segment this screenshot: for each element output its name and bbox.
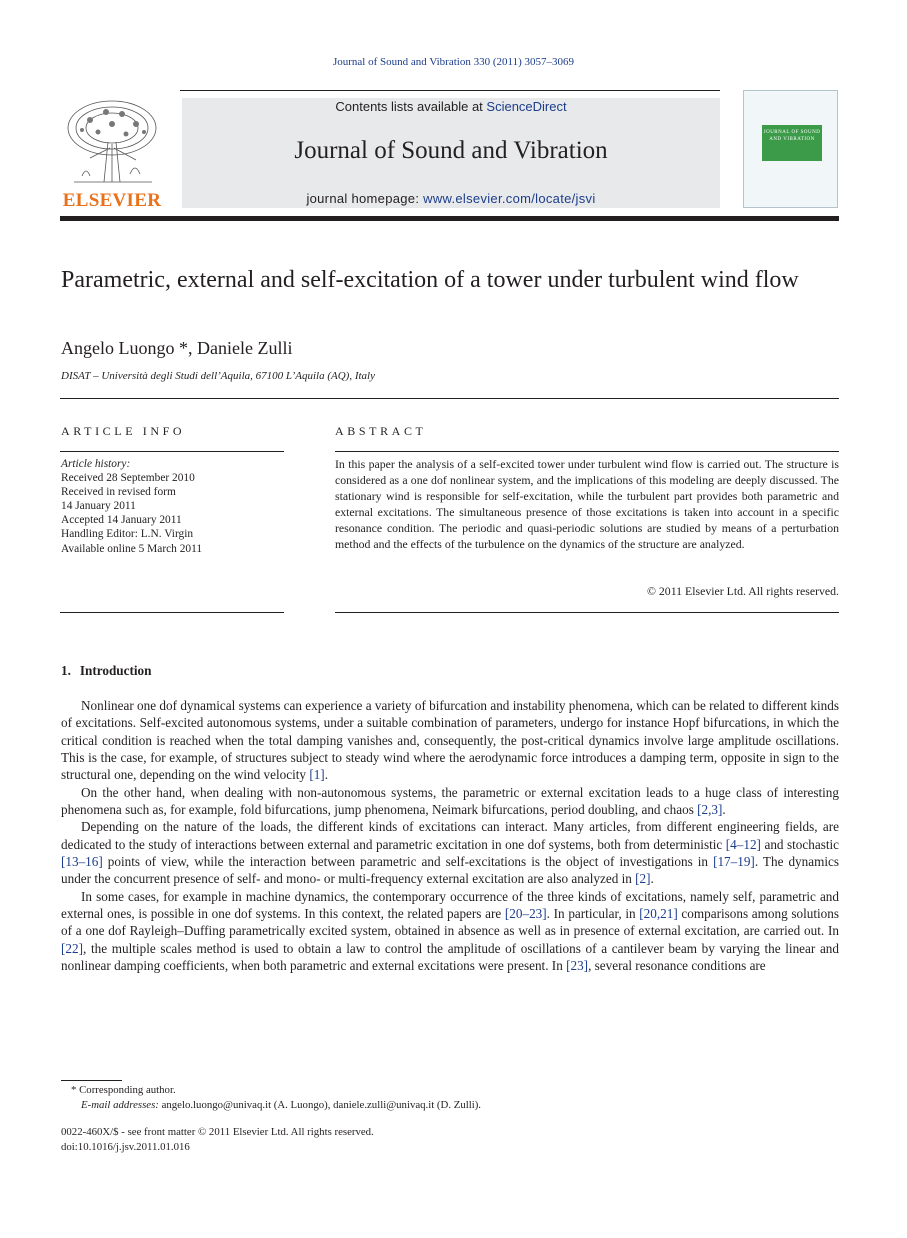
paragraph-text: Depending on the nature of the loads, the different kinds of excitations can interact. Many articles, from different engineering fields, are dedicated to the study of interactions between external and parametric excitation in one dof systems, both from deterministic	[61, 819, 839, 852]
paragraph-text: Nonlinear one dof dynamical systems can experience a variety of bifurcation and instability phenomena, which can be related to different kinds of excitations. Self-excited autonomous systems, under a suitable combination of parameters, undergo for instance Hopf bifurcations, in which the critical condition is reached when the total damping vanishes and, consequently, the post-critical dynamics involve large amplitude oscillations. This is the case, for example, of structures subject to steady wind where the aerodynamic force introduces a damping term, opposite in sign to the structural one, depending on the wind velocity	[61, 698, 839, 783]
citation-link[interactable]: [17–19]	[713, 854, 755, 870]
header-rule	[180, 90, 720, 91]
sciencedirect-link[interactable]: ScienceDirect	[486, 99, 567, 114]
cover-title: JOURNAL OF SOUND AND VIBRATION	[763, 130, 821, 142]
history-entry: Received 28 September 2010	[61, 472, 195, 485]
paragraph-text: On the other hand, when dealing with non-autonomous systems, the parametric or external excitation leads to a huge class of interesting phenomena such as, for example, fold bifurcations, jump phenomena, Neimark bifurcations, period doubling, and chaos	[61, 784, 839, 818]
history-entry: 14 January 2011	[61, 500, 136, 513]
paragraph-text: comparisons among solutions of a one dof Rayleigh–Duffing parametrically excited system, obtained in absence as well as in presence of external excitation, are carried out. In	[61, 906, 839, 939]
title-rule	[60, 398, 839, 399]
section-title: Introduction	[79, 663, 152, 678]
history-entry: Available online 5 March 2011	[61, 542, 203, 555]
paragraph-text: In some cases, for example in machine dynamics, the contemporary occurrence of the three kinds of excitations, namely self, parametric and external ones, is possible in one dof systems. In this context, the related papers are	[61, 888, 839, 922]
citation-link[interactable]: [20,21]	[639, 906, 678, 922]
front-matter-note: 0022-460X/$ - see front matter © 2011 Elsevier Ltd. All rights reserved.	[61, 1126, 374, 1138]
paragraph-text: . The dynamics under the concurrent presence of self- and mono- or multi-frequency external excitation are also analyzed in	[61, 854, 840, 887]
corresponding-author-note: * Corresponding author.	[71, 1084, 176, 1096]
section-number: 1.	[61, 663, 71, 678]
contents-prefix: Contents lists available at	[335, 99, 487, 114]
footnote-rule	[61, 1080, 122, 1081]
journal-citation[interactable]: Journal of Sound and Vibration 330 (2011) 3057–3069	[332, 56, 574, 68]
journal-cover-thumbnail[interactable]	[743, 90, 838, 208]
article-title: Parametric, external and self-excitation of a tower under turbulent wind flow	[61, 267, 799, 293]
history-label: Article history:	[61, 458, 131, 470]
header-thick-rule	[60, 216, 839, 221]
homepage-line	[182, 191, 720, 206]
abstract-copyright: © 2011 Elsevier Ltd. All rights reserved.	[647, 584, 839, 598]
article-info-bottom-rule	[60, 612, 284, 613]
contents-line	[182, 99, 720, 114]
journal-homepage-link[interactable]: www.elsevier.com/locate/jsvi	[423, 191, 596, 206]
paragraph-text: .	[324, 767, 328, 783]
cover-title-box	[762, 125, 822, 161]
citation-link[interactable]: [23]	[566, 958, 589, 974]
author-affiliation: DISAT – Università degli Studi dell’Aquila, 67100 L’Aquila (AQ), Italy	[61, 370, 375, 382]
history-entry: Received in revised form	[61, 486, 176, 499]
paragraph	[61, 818, 839, 887]
history-entry: Accepted 14 January 2011	[61, 514, 182, 527]
article-info-top-rule	[60, 451, 284, 452]
journal-title: Journal of Sound and Vibration	[294, 137, 608, 164]
history-entry: Handling Editor: L.N. Virgin	[61, 528, 194, 541]
paragraph-text: , the multiple scales method is used to obtain a law to control the amplitude of oscillations of a cantilever beam by varying the linear and nonlinear damping coefficients, when both parametric and external excitations were present. In	[61, 940, 839, 974]
paragraph	[61, 888, 839, 975]
email-label: E-mail addresses:	[81, 1099, 159, 1111]
citation-link[interactable]: [13–16]	[61, 854, 103, 870]
paragraph-text: and stochastic	[760, 836, 840, 852]
email-addresses	[81, 1099, 481, 1111]
paragraph-text: .	[722, 802, 726, 818]
abstract-top-rule	[335, 451, 839, 452]
doi[interactable]: doi:10.1016/j.jsv.2011.01.016	[61, 1141, 190, 1153]
citation-link[interactable]: [20–23]	[504, 906, 547, 922]
author-list: Angelo Luongo *, Daniele Zulli	[61, 338, 293, 358]
homepage-prefix: journal homepage:	[306, 191, 424, 206]
citation-link[interactable]: [1]	[309, 767, 325, 783]
citation-link[interactable]: [4–12]	[725, 836, 761, 852]
paragraph-text: , several resonance conditions are	[588, 958, 766, 974]
email-list[interactable]: angelo.luongo@univaq.it (A. Luongo), daniele.zulli@univaq.it (D. Zulli).	[158, 1099, 482, 1111]
paragraph	[61, 784, 839, 819]
paragraph-text: points of view, while the interaction between parametric and self-excitations is the object of investigations in	[102, 854, 714, 870]
paragraph	[61, 697, 839, 784]
paragraph-text: .	[650, 871, 654, 887]
introduction-body	[61, 697, 839, 975]
elsevier-wordmark: ELSEVIER	[62, 190, 162, 211]
abstract-bottom-rule	[335, 612, 839, 613]
citation-link[interactable]: [2]	[635, 871, 651, 887]
article-history	[61, 457, 202, 556]
abstract-heading: ABSTRACT	[335, 424, 427, 438]
section-heading-introduction	[61, 663, 151, 679]
citation-link[interactable]: [22]	[61, 940, 83, 956]
citation-link[interactable]: [2,3]	[697, 802, 723, 818]
abstract-text: In this paper the analysis of a self-excited tower under turbulent wind flow is carried out. The structure is considered as a one dof nonlinear system, and the implications of this modeling are deeply discussed. The stationary wind is responsible for self-excitation, while the turbulent part provides both parametric and external excitations. The simultaneous presence of those excitations is taken into account in a specific resonance condition. The periodic and quasi-periodic solutions are studied by means of a perturbation method and the effects of the turbulence on the dynamics of the structure are analyzed.	[335, 457, 839, 551]
paragraph-text: . In particular, in	[546, 906, 640, 922]
article-info-heading: ARTICLE INFO	[61, 424, 186, 438]
